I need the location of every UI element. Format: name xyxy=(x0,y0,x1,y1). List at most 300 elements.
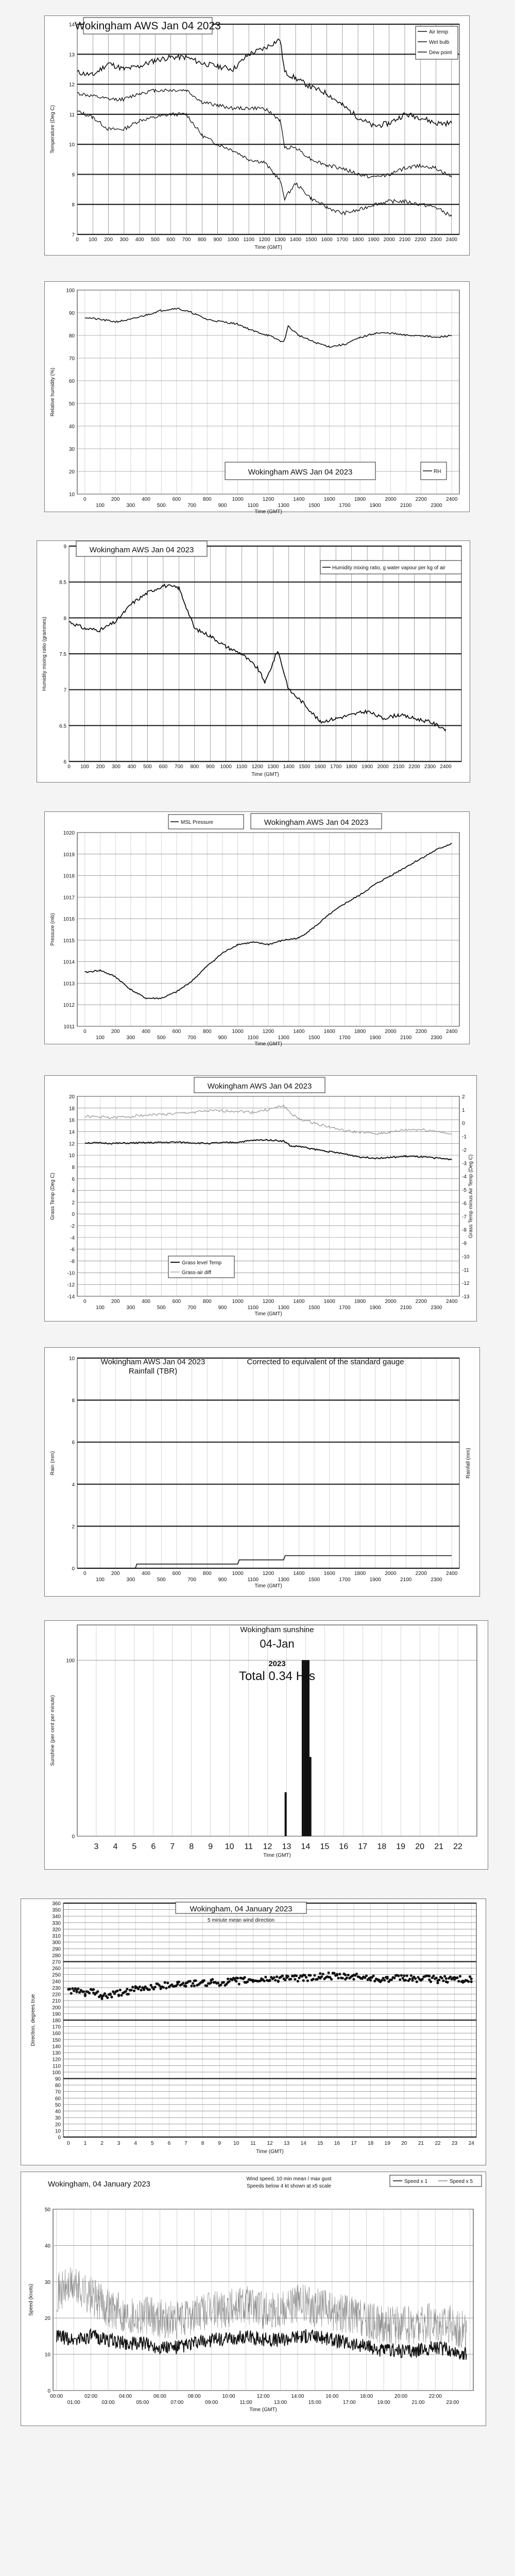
x-tick-label: 19:00 xyxy=(377,2400,390,2405)
direction-point xyxy=(227,1977,229,1980)
direction-point xyxy=(438,1978,440,1981)
y-right-axis-label: Grass Temp minus Air Temp (Deg C) xyxy=(468,1154,474,1239)
rainfall-chart xyxy=(45,1348,479,1596)
direction-point xyxy=(100,1997,103,2000)
x-tick-label: 2100 xyxy=(400,1577,412,1583)
x-axis-label: Time (GMT) xyxy=(254,1583,282,1589)
x-tick-label: 700 xyxy=(182,237,191,243)
x-tick-label: 900 xyxy=(205,764,215,770)
y-tick-label: -6 xyxy=(70,1247,75,1253)
chart-subtitle: 5 minute mean wind direction xyxy=(207,1918,275,1923)
x-tick-label: 1300 xyxy=(267,764,279,770)
x-tick-label: 2200 xyxy=(415,1299,427,1304)
x-tick-label: 500 xyxy=(143,764,152,770)
direction-point xyxy=(355,1973,358,1975)
x-tick-label: 1900 xyxy=(368,237,380,243)
x-tick-label: 1800 xyxy=(354,1571,366,1577)
x-tick-label: 2400 xyxy=(446,1299,458,1304)
direction-point xyxy=(190,1985,193,1987)
x-tick-label: 1400 xyxy=(293,497,305,502)
x-tick-label: 1400 xyxy=(289,237,302,243)
x-tick-label: 800 xyxy=(202,1029,212,1035)
y-tick-label: 50 xyxy=(55,2102,61,2108)
x-axis-label: Time (GMT) xyxy=(263,1853,291,1858)
y-tick-label: 90 xyxy=(55,2076,61,2082)
x-tick-label: 1200 xyxy=(251,764,263,770)
y-axis-label: Sunshine (per cent per minute) xyxy=(50,1695,56,1766)
direction-point xyxy=(203,1979,205,1982)
x-tick-label: 800 xyxy=(202,1571,212,1577)
y-tick-label: 10 xyxy=(44,2352,50,2358)
x-tick-label: 200 xyxy=(111,1029,120,1035)
y-right-tick-label: -8 xyxy=(462,1227,467,1233)
y-tick-label: 1014 xyxy=(63,959,75,965)
direction-point xyxy=(277,1979,280,1982)
x-tick-label: 23 xyxy=(452,2141,458,2146)
x-tick-label: 18 xyxy=(377,1842,387,1851)
direction-point xyxy=(268,1979,271,1982)
direction-point xyxy=(70,1992,73,1995)
x-tick-label: 2100 xyxy=(400,503,412,509)
y-tick-label: 140 xyxy=(52,2044,61,2050)
y-tick-label: -12 xyxy=(67,1282,75,1289)
direction-point xyxy=(313,1974,316,1977)
y-tick-label: 18 xyxy=(68,1106,75,1112)
x-tick-label: 1500 xyxy=(305,237,317,243)
direction-point xyxy=(441,1977,443,1979)
direction-point xyxy=(416,1980,418,1983)
x-axis-label: Time (GMT) xyxy=(254,1311,282,1317)
direction-point xyxy=(436,1981,439,1984)
x-tick-label: 14:00 xyxy=(291,2394,304,2399)
direction-point xyxy=(347,1974,350,1976)
chart-subtitle: Wind speed, 10 min mean / max gust xyxy=(246,2176,332,2182)
y-tick-label: 250 xyxy=(52,1972,61,1978)
direction-point xyxy=(372,1975,374,1977)
y-tick-label: 300 xyxy=(52,1940,61,1946)
y-tick-label: 6.5 xyxy=(59,723,66,730)
direction-point xyxy=(322,1973,324,1975)
x-tick-label: 1900 xyxy=(369,1305,381,1311)
direction-point xyxy=(445,1977,448,1980)
y-tick-label: 1011 xyxy=(63,1024,75,1030)
x-tick-label: 2400 xyxy=(446,497,458,502)
direction-point xyxy=(236,1977,239,1979)
direction-point xyxy=(162,1986,165,1989)
x-tick-label: 17 xyxy=(351,2141,357,2146)
x-tick-label: 22 xyxy=(435,2141,441,2146)
direction-point xyxy=(192,1982,194,1985)
x-tick-label: 5 xyxy=(151,2141,154,2146)
y-tick-label: 10 xyxy=(55,2128,61,2134)
chart-panel-humidity xyxy=(44,281,470,515)
direction-point xyxy=(117,1994,120,1997)
x-tick-label: 400 xyxy=(142,1029,150,1035)
x-tick-label: 1300 xyxy=(278,1035,289,1041)
x-tick-label: 1200 xyxy=(262,1571,274,1577)
y-tick-label: 120 xyxy=(52,2057,61,2063)
x-tick-label: 2200 xyxy=(415,497,427,502)
y-tick-label: 8 xyxy=(63,616,66,622)
direction-point xyxy=(235,1980,237,1982)
y-right-tick-label: -9 xyxy=(462,1241,467,1247)
x-tick-label: 500 xyxy=(157,503,166,509)
direction-point xyxy=(408,1978,411,1980)
direction-point xyxy=(320,1975,323,1978)
y-tick-label: 1019 xyxy=(63,852,75,858)
x-tick-label: 600 xyxy=(166,237,176,243)
y-tick-label: 190 xyxy=(52,2011,61,2018)
x-tick-label: 05:00 xyxy=(136,2400,149,2405)
x-tick-label: 300 xyxy=(126,503,135,509)
x-tick-label: 10 xyxy=(233,2141,239,2146)
y-tick-label: -10 xyxy=(67,1270,75,1277)
chart-panel-mixing-ratio xyxy=(37,540,470,783)
direction-point xyxy=(428,1975,431,1977)
y-tick-label: 1018 xyxy=(63,873,75,879)
x-tick-label: 21:00 xyxy=(411,2400,425,2405)
direction-point xyxy=(295,1974,298,1977)
x-tick-label: 100 xyxy=(96,1305,105,1311)
y-tick-label: 0 xyxy=(72,1566,75,1572)
direction-point xyxy=(338,1973,341,1975)
y-axis-label: Rain (mm) xyxy=(50,1451,56,1476)
y-right-tick-label: -2 xyxy=(462,1147,467,1154)
x-tick-label: 700 xyxy=(187,1305,196,1311)
x-tick-label: 1000 xyxy=(227,237,239,243)
x-tick-label: 0 xyxy=(83,497,87,502)
x-tick-label: 100 xyxy=(88,237,97,243)
y-right-axis-label: Rainfall (mm) xyxy=(466,1448,471,1479)
x-tick-label: 11:00 xyxy=(239,2400,252,2405)
x-tick-label: 700 xyxy=(187,1577,196,1583)
x-tick-label: 4 xyxy=(113,1842,118,1851)
direction-point xyxy=(403,1974,405,1977)
x-tick-label: 300 xyxy=(126,1305,135,1311)
direction-point xyxy=(127,1993,130,1995)
y-tick-label: -4 xyxy=(70,1235,75,1241)
y-tick-label: 6 xyxy=(72,1176,75,1182)
direction-point xyxy=(369,1979,372,1981)
direction-point xyxy=(294,1978,296,1980)
legend-label: Air temp xyxy=(429,29,449,35)
direction-point xyxy=(400,1974,403,1977)
x-tick-label: 1200 xyxy=(262,1029,274,1035)
y-tick-label: 1017 xyxy=(63,895,75,901)
x-tick-label: 22 xyxy=(453,1842,462,1851)
x-tick-label: 20 xyxy=(401,2141,407,2146)
x-tick-label: 1500 xyxy=(308,503,320,509)
x-tick-label: 1300 xyxy=(278,1305,289,1311)
x-tick-label: 200 xyxy=(111,1571,120,1577)
y-tick-label: 14 xyxy=(68,22,75,28)
x-tick-label: 100 xyxy=(96,1577,105,1583)
direction-point xyxy=(281,1974,284,1977)
x-tick-label: 1300 xyxy=(278,1577,289,1583)
x-tick-label: 1800 xyxy=(346,764,357,770)
x-tick-label: 800 xyxy=(202,1299,212,1304)
direction-point xyxy=(109,1993,112,1995)
chart-title: Wokingham sunshine xyxy=(240,1625,314,1634)
direction-point xyxy=(344,1974,347,1976)
x-tick-label: 1700 xyxy=(339,1035,351,1041)
x-tick-label: 2400 xyxy=(445,237,457,243)
direction-point xyxy=(390,1978,393,1981)
direction-point xyxy=(333,1972,335,1974)
y-tick-label: 330 xyxy=(52,1920,61,1926)
direction-point xyxy=(289,1978,292,1980)
direction-point xyxy=(276,1975,278,1978)
y-right-tick-label: 2 xyxy=(462,1094,465,1100)
x-tick-label: 2300 xyxy=(431,503,442,509)
x-tick-label: 1400 xyxy=(293,1029,305,1035)
x-tick-label: 0 xyxy=(76,237,79,243)
x-tick-label: 1500 xyxy=(308,1305,320,1311)
x-tick-label: 12:00 xyxy=(256,2394,270,2399)
direction-point xyxy=(467,1980,470,1983)
x-tick-label: 3 xyxy=(117,2141,121,2146)
x-axis-label: Time (GMT) xyxy=(254,509,282,515)
x-tick-label: 3 xyxy=(94,1842,99,1851)
y-tick-label: 4 xyxy=(72,1188,75,1194)
y-tick-label: 14 xyxy=(68,1129,75,1136)
chart-panel-temperature xyxy=(44,15,470,256)
y-right-tick-label: -11 xyxy=(462,1267,469,1274)
x-tick-label: 20:00 xyxy=(394,2394,408,2399)
y-right-tick-label: -13 xyxy=(462,1294,470,1300)
x-tick-label: 2200 xyxy=(415,1029,427,1035)
y-right-tick-label: -10 xyxy=(462,1254,470,1260)
y-tick-label: 270 xyxy=(52,1959,61,1965)
y-tick-label: 80 xyxy=(55,2083,61,2089)
x-tick-label: 1600 xyxy=(314,764,326,770)
x-tick-label: 1400 xyxy=(283,764,295,770)
y-tick-label: 6 xyxy=(72,1440,75,1446)
y-tick-label: 310 xyxy=(52,1934,61,1940)
x-tick-label: 0 xyxy=(66,2141,70,2146)
x-tick-label: 0 xyxy=(83,1299,87,1304)
x-tick-label: 700 xyxy=(187,503,196,509)
y-tick-label: 0 xyxy=(58,2135,61,2141)
y-tick-label: 110 xyxy=(53,2063,61,2070)
x-tick-label: 600 xyxy=(172,1571,181,1577)
x-tick-label: 500 xyxy=(157,1305,166,1311)
x-tick-label: 11 xyxy=(244,1842,253,1851)
y-tick-label: -14 xyxy=(67,1294,75,1300)
x-tick-label: 1300 xyxy=(278,503,289,509)
x-tick-label: 06:00 xyxy=(153,2394,166,2399)
x-tick-label: 12 xyxy=(263,1842,272,1851)
chart-title: Wokingham, 04 January 2023 xyxy=(48,2180,151,2189)
legend-label: Dew point xyxy=(429,50,452,56)
y-tick-label: 90 xyxy=(68,311,75,316)
direction-point xyxy=(228,1980,231,1982)
x-tick-label: 16 xyxy=(334,2141,340,2146)
legend-label: Grass-air diff xyxy=(182,1270,212,1276)
x-tick-label: 400 xyxy=(135,237,144,243)
y-tick-label: 100 xyxy=(66,1658,75,1664)
chart-panel-wind-direction xyxy=(21,1899,486,2165)
direction-point xyxy=(130,1989,132,1991)
y-tick-label: 20 xyxy=(68,469,75,475)
x-tick-label: 08:00 xyxy=(187,2394,201,2399)
y-axis-label: Relative humidity (%) xyxy=(50,367,56,417)
y-tick-label: 70 xyxy=(55,2089,61,2095)
x-tick-label: 2300 xyxy=(431,1305,442,1311)
x-tick-label: 2100 xyxy=(392,764,405,770)
x-tick-label: 1700 xyxy=(330,764,342,770)
x-tick-label: 1200 xyxy=(262,1299,274,1304)
direction-point xyxy=(337,1977,340,1979)
direction-point xyxy=(406,1974,408,1977)
x-tick-label: 2200 xyxy=(415,1571,427,1577)
y-tick-label: 320 xyxy=(52,1927,61,1933)
y-tick-label: 2 xyxy=(72,1524,75,1530)
grass-temperature-chart xyxy=(45,1076,476,1320)
x-tick-label: 1200 xyxy=(262,497,274,502)
y-tick-label: 8 xyxy=(72,202,75,208)
chart-title: Wokingham AWS Jan 04 2023 xyxy=(264,818,369,827)
direction-point xyxy=(68,1988,71,1990)
x-tick-label: 2000 xyxy=(383,237,395,243)
x-tick-label: 6 xyxy=(167,2141,171,2146)
x-tick-label: 900 xyxy=(218,1577,227,1583)
direction-point xyxy=(77,1987,79,1990)
direction-point xyxy=(148,1988,151,1991)
direction-point xyxy=(75,1991,78,1993)
y-tick-label: 7 xyxy=(63,687,66,693)
y-tick-label: 11 xyxy=(69,112,75,118)
y-tick-label: -8 xyxy=(70,1259,75,1265)
x-tick-label: 600 xyxy=(172,497,181,502)
direction-point xyxy=(430,1980,432,1983)
y-tick-label: 210 xyxy=(52,1998,61,2005)
direction-point xyxy=(139,1986,141,1988)
x-tick-label: 20 xyxy=(415,1842,425,1851)
y-axis-label: Humidity mixing ratio (grammes) xyxy=(42,617,47,691)
x-tick-label: 2100 xyxy=(399,237,411,243)
chart-date: 04-Jan xyxy=(260,1637,295,1650)
x-tick-label: 400 xyxy=(142,1571,150,1577)
x-tick-label: 2400 xyxy=(440,764,452,770)
y-tick-label: 1012 xyxy=(63,1003,75,1009)
y-tick-label: 0 xyxy=(72,1834,75,1840)
x-tick-label: 700 xyxy=(187,1035,196,1041)
direction-point xyxy=(119,1989,122,1991)
x-tick-label: 1100 xyxy=(247,503,259,509)
direction-point xyxy=(205,1985,208,1987)
chart-title: Wokingham AWS Jan 04 2023 xyxy=(248,468,353,477)
x-tick-label: 6 xyxy=(151,1842,156,1851)
y-tick-label: 180 xyxy=(52,2018,61,2024)
direction-point xyxy=(238,1982,241,1985)
x-tick-label: 1600 xyxy=(321,237,333,243)
y-tick-label: 8.5 xyxy=(59,580,66,586)
y-tick-label: 9 xyxy=(63,544,66,550)
direction-point xyxy=(309,1974,312,1977)
direction-point xyxy=(84,1993,87,1995)
x-tick-label: 1400 xyxy=(293,1571,305,1577)
chart-year: 2023 xyxy=(268,1659,286,1668)
x-tick-label: 7 xyxy=(170,1842,175,1851)
y-tick-label: 130 xyxy=(52,2050,61,2057)
y-tick-label: 2 xyxy=(72,1200,75,1206)
x-tick-label: 21 xyxy=(434,1842,443,1851)
x-tick-label: 16:00 xyxy=(325,2394,339,2399)
direction-point xyxy=(459,1975,461,1977)
y-tick-label: 0 xyxy=(72,1212,75,1218)
y-tick-label: 50 xyxy=(44,2207,50,2213)
y-tick-label: 16 xyxy=(68,1117,75,1124)
x-tick-label: 400 xyxy=(142,497,150,502)
x-tick-label: 2200 xyxy=(408,764,420,770)
x-tick-label: 300 xyxy=(126,1577,135,1583)
direction-point xyxy=(92,1988,95,1991)
x-tick-label: 1100 xyxy=(247,1577,259,1583)
x-tick-label: 1000 xyxy=(232,1299,244,1304)
x-tick-label: 18:00 xyxy=(360,2394,373,2399)
y-tick-label: 150 xyxy=(52,2037,61,2043)
direction-point xyxy=(446,1981,449,1984)
wind-speed-chart xyxy=(21,2172,485,2425)
x-tick-label: 03:00 xyxy=(101,2400,115,2405)
y-tick-label: 160 xyxy=(52,2031,61,2037)
chart-title: Wokingham AWS Jan 04 2023 xyxy=(89,546,194,554)
x-tick-label: 2000 xyxy=(385,1571,397,1577)
x-tick-label: 1 xyxy=(83,2141,87,2146)
direction-point xyxy=(210,1981,212,1984)
x-tick-label: 15 xyxy=(317,2141,323,2146)
chart-title: Wokingham AWS Jan 04 2023 xyxy=(100,1358,205,1366)
x-tick-label: 2100 xyxy=(400,1035,412,1041)
y-axis-label: Grass Temp (Deg C) xyxy=(50,1173,56,1220)
x-tick-label: 15:00 xyxy=(308,2400,321,2405)
y-right-tick-label: -4 xyxy=(462,1174,467,1180)
x-tick-label: 0 xyxy=(83,1571,87,1577)
x-tick-label: 2200 xyxy=(415,237,426,243)
x-tick-label: 01:00 xyxy=(67,2400,80,2405)
y-tick-label: 8 xyxy=(72,1398,75,1404)
direction-point xyxy=(131,1986,134,1988)
x-tick-label: 500 xyxy=(157,1577,166,1583)
x-tick-label: 500 xyxy=(151,237,160,243)
x-tick-label: 1800 xyxy=(354,497,366,502)
x-tick-label: 02:00 xyxy=(84,2394,98,2399)
y-tick-label: 80 xyxy=(68,333,75,339)
direction-point xyxy=(189,1980,192,1982)
chart-note: Corrected to equivalent of the standard gauge xyxy=(247,1358,404,1366)
chart-subtitle-2: Speeds below 4 kt shown at x5 scale xyxy=(247,2183,331,2189)
direction-point xyxy=(297,1980,299,1982)
direction-point xyxy=(182,1982,184,1985)
legend-label: Speed x 1 xyxy=(404,2179,428,2184)
x-tick-label: 11 xyxy=(250,2141,256,2146)
x-tick-label: 15 xyxy=(320,1842,330,1851)
x-tick-label: 7 xyxy=(184,2141,187,2146)
direction-point xyxy=(166,1981,169,1984)
direction-point xyxy=(273,1976,276,1979)
x-tick-label: 2000 xyxy=(385,1029,397,1035)
y-tick-label: 20 xyxy=(44,2316,50,2322)
direction-point xyxy=(143,1988,145,1991)
y-tick-label: 0 xyxy=(47,2388,50,2394)
x-tick-label: 23:00 xyxy=(446,2400,459,2405)
y-right-tick-label: -5 xyxy=(462,1188,467,1194)
direction-point xyxy=(165,1987,167,1989)
x-tick-label: 900 xyxy=(218,1305,227,1311)
y-tick-label: -2 xyxy=(70,1224,75,1230)
direction-point xyxy=(211,1978,214,1980)
